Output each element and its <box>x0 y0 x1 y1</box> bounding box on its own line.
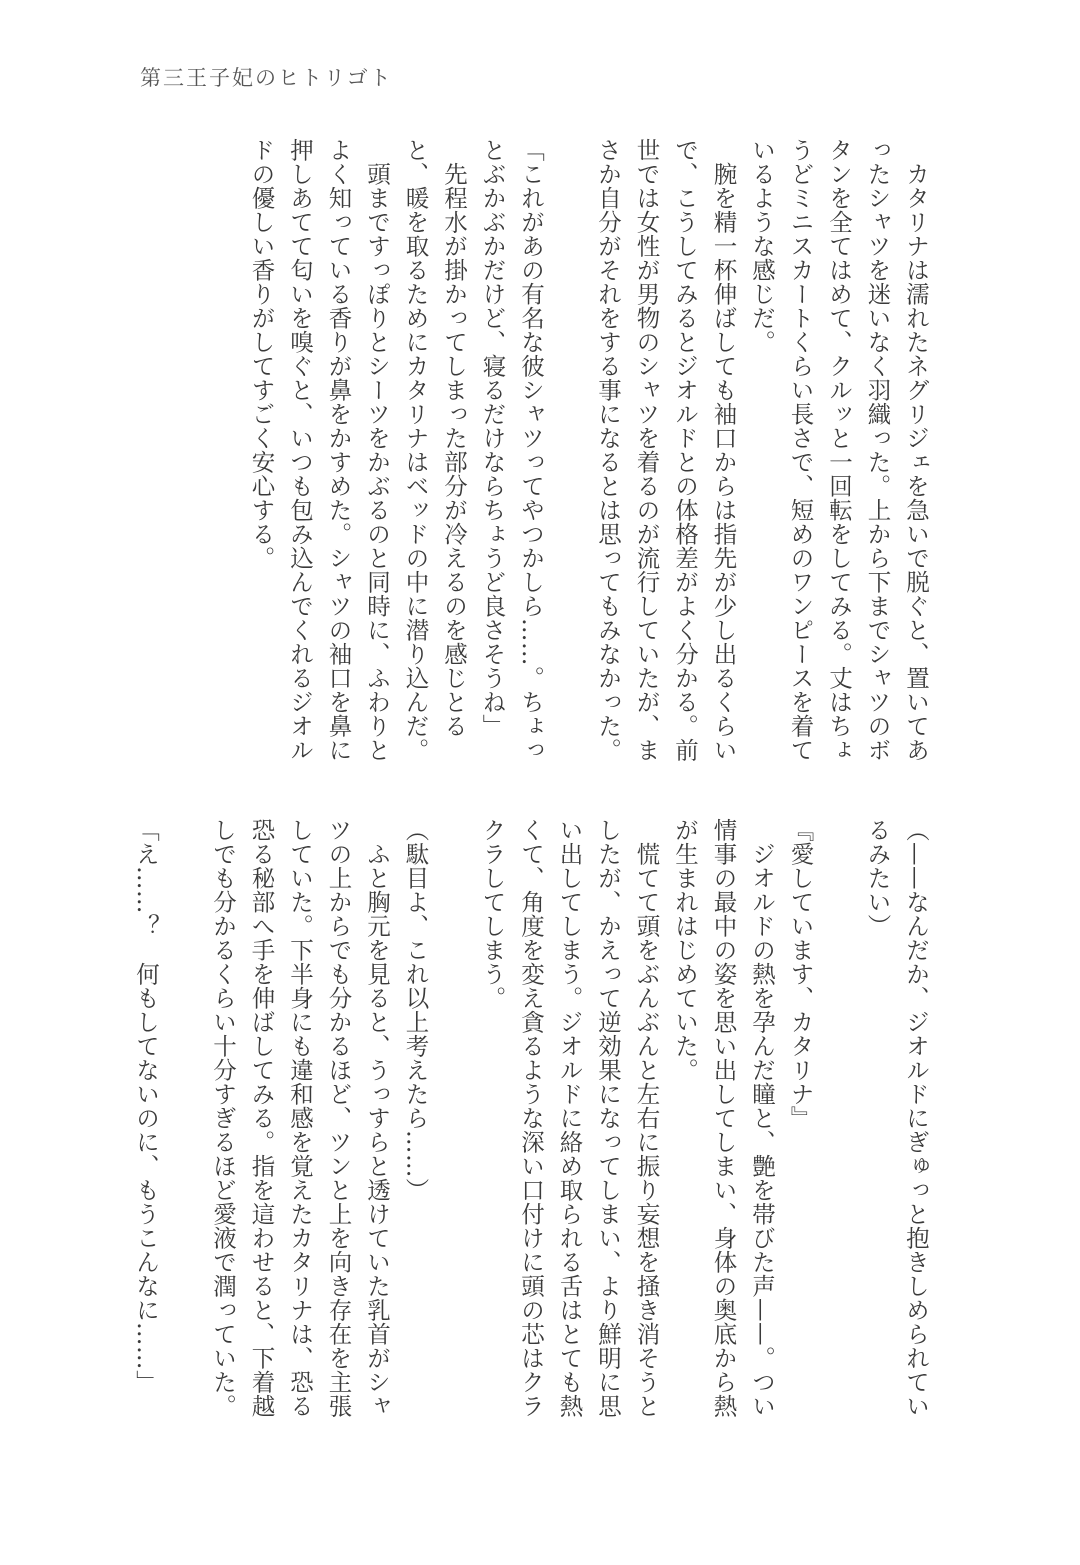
blank-line <box>820 818 859 1438</box>
inner-thought: （——なんだか、ジオルドにぎゅっと抱きしめられているみたい） <box>863 818 930 1418</box>
paragraph: ジオルドの熱を孕んだ瞳と、艶を帯びた声——。つい情事の最中の姿を思い出してしまい、身体の奥底から熱が生まれはじめていた。 <box>671 818 776 1418</box>
text-block-top <box>145 138 935 778</box>
dialogue: 「え……？ 何もしてないのに、もうこんなに……」 <box>132 818 160 1394</box>
inner-thought: （駄目よ、これ以上考えたら……） <box>401 818 430 1202</box>
blank-line <box>435 818 474 1438</box>
dialogue: 「これがあの有名な彼シャツってやつかしら……。ちょっとぶかぶかだけど、寝るだけならちょうど良さそうね」 <box>478 138 545 762</box>
paragraph: カタリナは濡れたネグリジェを急いで脱ぐと、置いてあったシャツを迷いなく羽織った。上から下までシャツのボタンを全てはめて、クルッと一回転をしてみる。丈はちょうどミニスカートくらい長さで、短めのワンピースを着ているような感じだ。 <box>748 138 930 762</box>
recalled-dialogue: 『愛しています、カタリナ』 <box>786 818 815 1130</box>
paragraph: 腕を精一杯伸ばしても袖口からは指先が少し出るくらいで、こうしてみるとジオルドとの体格差がよく分かる。前世では女性が男物のシャツを着るのが流行していたが、まさか自分がそれをする事になるとは思ってもみなかった。 <box>594 138 738 762</box>
blank-line <box>165 818 204 1438</box>
paragraph: 慌てて頭をぶんぶんと左右に振り妄想を掻き消そうとしたが、かえって逆効果になってしまい、より鮮明に思い出してしまう。ジオルドに絡め取られる舌はとても熱くて、角度を変え貪るような深い口付けに頭の芯はクラクラしてしまう。 <box>478 818 661 1418</box>
paragraph: ふと胸元を見ると、うっすらと透けていた乳首がシャツの上からでも分かるほど、ツンと上を向き存在を主張していた。下半身にも違和感を覚えたカタリナは、恐る恐る秘部へ手を伸ばしてみる。指を這わせると、下着越しでも分かるくらい十分すぎるほど愛液で潤っていた。 <box>209 818 391 1418</box>
text-block-bottom <box>132 818 935 1438</box>
blank-line <box>550 138 589 778</box>
paragraph: 先程水が掛かってしまった部分が冷えるのを感じとると、暖を取るためにカタリナはベッドの中に潜り込んだ。 <box>401 138 468 762</box>
paragraph: 頭まですっぽりとシーツをかぶるのと同時に、ふわりとよく知っている香りが鼻をかすめた。シャツの袖口を鼻に押しあてて匂いを嗅ぐと、いつも包み込んでくれるジオルドの優しい香りがしてすごく安心する。 <box>247 138 391 762</box>
running-header: 第三王子妃のヒトリゴト <box>140 66 393 90</box>
